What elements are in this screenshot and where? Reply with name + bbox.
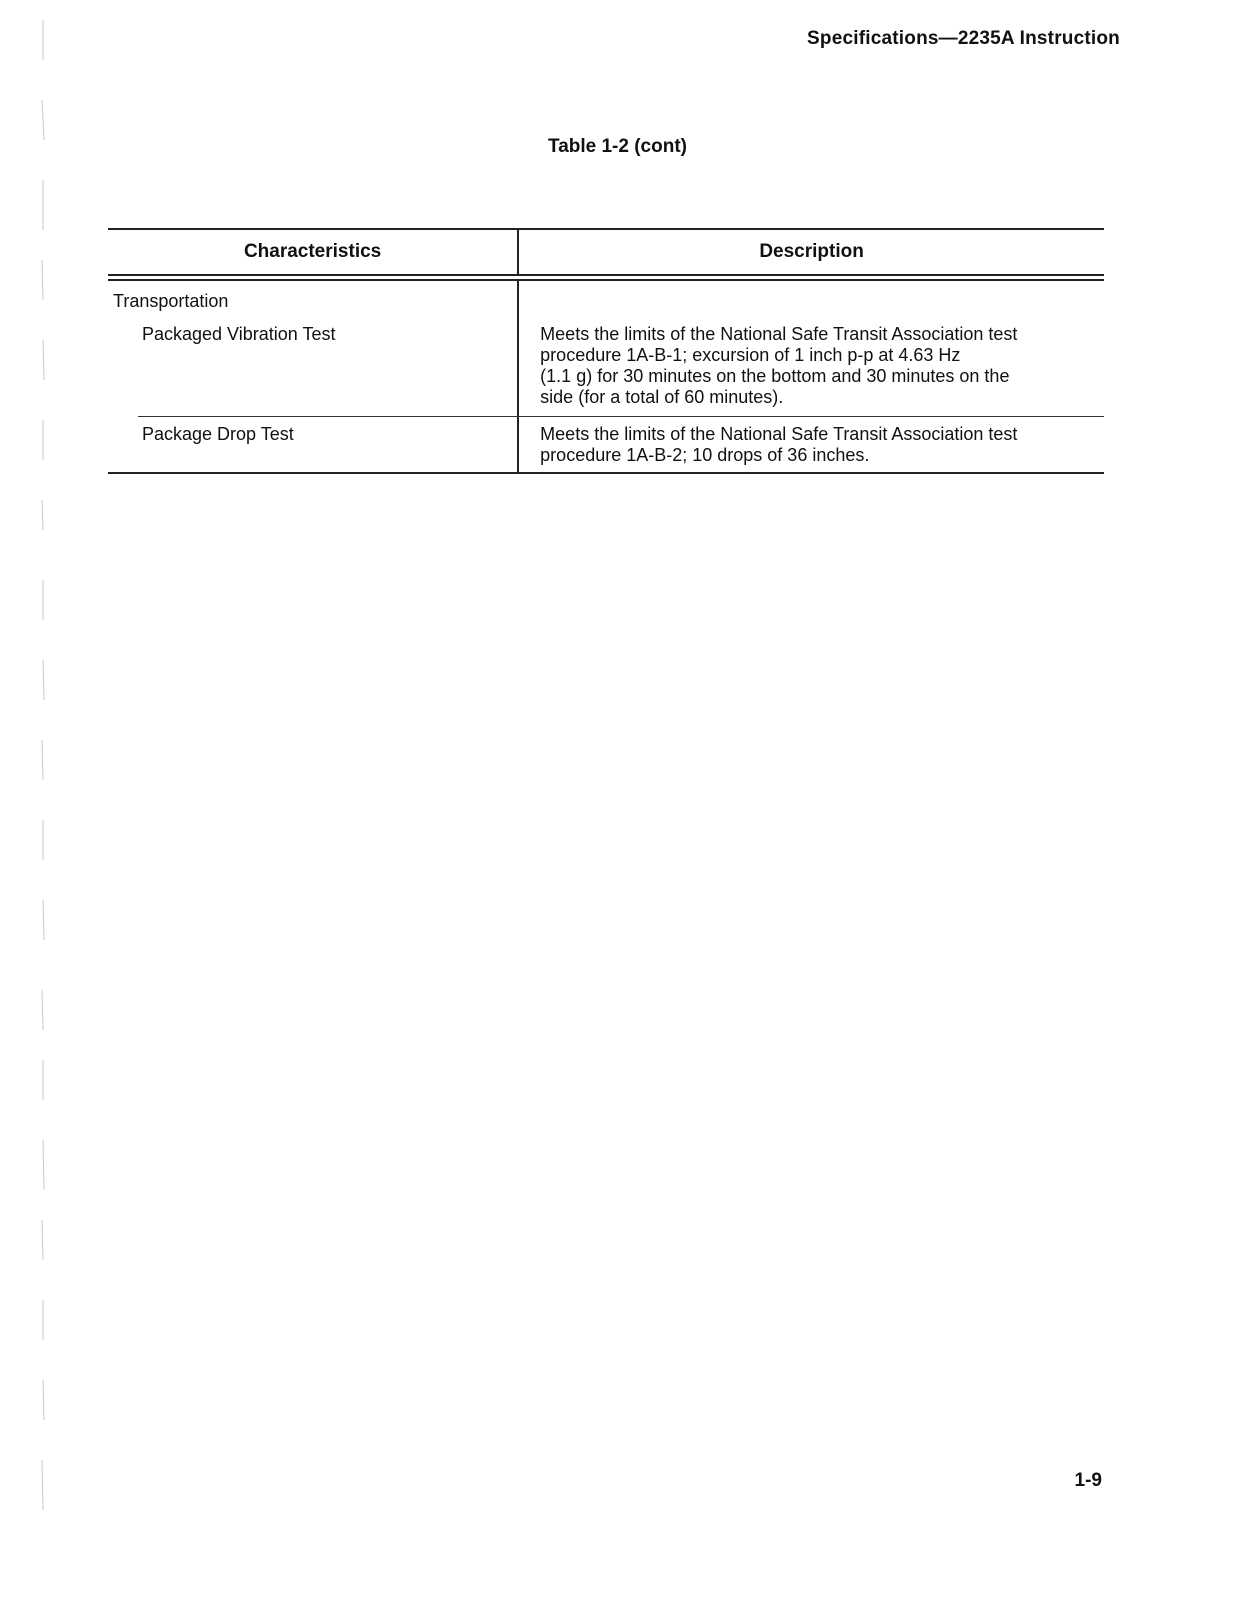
table-row — [108, 417, 1104, 472]
column-header-characteristics: Characteristics — [243, 241, 382, 262]
table-bottom-rule — [108, 472, 1104, 474]
description-packaged-vibration-test — [519, 324, 1104, 408]
table-row — [108, 281, 1104, 416]
specifications-table — [108, 228, 1104, 474]
characteristic-package-drop-test: Package Drop Test — [142, 424, 294, 444]
description-line: Meets the limits of the National Safe Transit Association test — [540, 424, 1018, 444]
description-package-drop-test — [519, 424, 1104, 466]
column-header-description: Description — [517, 230, 1104, 274]
description-line: Meets the limits of the National Safe Transit Association test — [540, 324, 1018, 344]
group-label-transportation: Transportation — [113, 291, 229, 311]
characteristic-packaged-vibration-test: Packaged Vibration Test — [142, 324, 336, 344]
running-header: Specifications—2235A Instruction — [807, 28, 1120, 49]
scan-edge-marks — [38, 0, 48, 1600]
table-header-row — [108, 230, 1104, 274]
description-line: (1.1 g) for 30 minutes on the bottom and 30 minutes on the — [540, 366, 1010, 386]
page-number: 1-9 — [1074, 1470, 1102, 1491]
table-caption: Table 1-2 (cont) — [548, 136, 687, 157]
description-line: side (for a total of 60 minutes). — [540, 387, 784, 407]
description-line: procedure 1A-B-1; excursion of 1 inch p-p at 4.63 Hz — [540, 345, 961, 365]
description-line: procedure 1A-B-2; 10 drops of 36 inches. — [540, 445, 870, 465]
header-double-rule — [108, 274, 1104, 281]
